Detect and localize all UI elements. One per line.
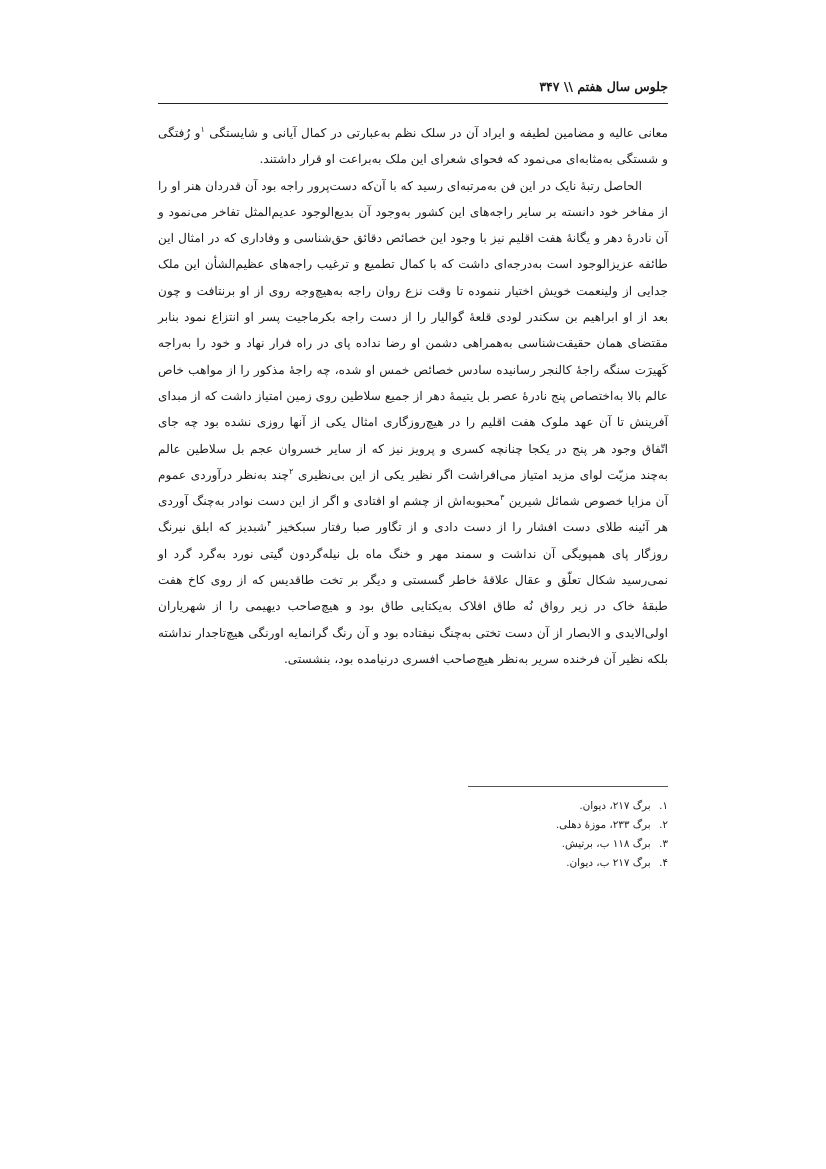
paragraph-2-part-b: چند به‌نظر درآوردی عموم آن مزایا خصوص شمائل شیرین <box>158 467 669 509</box>
footnote-text: برگ ۲۱۷، دیوان. <box>579 800 651 812</box>
running-title: جلوس سال هفتم \\ ۳۴۷ <box>539 79 668 94</box>
paragraph-1-part-b: و رُفتگی و شستگی به‌مثابه‌ای می‌نمود که فحوای شعرای این ملک به‌براعت او قرار داشتند. <box>158 126 668 167</box>
footnote-number: ۴. <box>659 857 668 869</box>
footnote-item <box>408 816 668 835</box>
footnote-number: ۳. <box>659 838 668 850</box>
footnotes-list <box>408 797 668 873</box>
footnote-text: برگ ۱۱۸ ب، برتیش. <box>561 838 651 850</box>
paragraph-2 <box>158 173 668 673</box>
paragraph-2-part-a: الحاصل رتبهٔ نایک در این فن به‌مرتبه‌ای رسید که با آن‌که دست‌پرور راجه بود آن قدردان هنر او را از مفاخر خود دانسته بر سایر راجه‌های این کشور به‌وجود آن بدیع‌الوجود عدیم‌المثل تفاخر می‌نمود و آن نادرهٔ دهر و یگانهٔ هفت اقلیم نیز با وجود این خصائص دقائق حق‌شناسی و وفاداری که در امثال این طائفه عزیزالوجود است به‌درجه‌ای داشت که با کمال تطمیع و ترغیب راجه‌های عظیم‌الشأن این ملک جدایی از ولینعمت خویش اختیار ننموده تا وقت نزع روان راجه به‌هیچ‌وجه روی از او برنتافت و چون بعد از او ابراهیم بن سکندر لودی قلعهٔ گوالیار را از دست راجه بکرماجیت پسر او انتزاع نمود بنابر مقتضای همان حقیقت‌شناسی به‌همراهی دشمن او رضا نداده پای در راه فرار نهاد و خود را به‌راجه کَهیرَت سنگه راجهٔ کالنجر رسانیده سادس خصائص خمس او شده، چه راجهٔ مذکور را از مواهب خاص عالم بالا به‌اختصاص پنج نادرهٔ عصر بل یتیمهٔ دهر از جمیع سلاطین روی زمین امتیاز داشت که از مبدای آفرینش تا آن عهد ملوک هفت اقلیم را در هیچ‌روزگاری امثال یکی از آنها روزی نشده بود چه جای اتّفاق وجود هر پنج در یکجا چنانچه کسری و پرویز نیز که از سایر خسروان عجم بل سلاطین عالم به‌چند مزیّت لوای مزید امتیاز می‌افراشت اگر نظیر یکی از این بی‌نظیری <box>158 178 668 482</box>
footnote-ref-2[interactable]: ۲ <box>289 466 294 476</box>
main-text <box>158 120 668 672</box>
running-header <box>158 77 668 104</box>
paragraph-1 <box>158 120 668 173</box>
footnote-item <box>408 835 668 854</box>
footnote-text: برگ ۲۳۳، موزهٔ دهلی. <box>555 819 651 831</box>
footnote-ref-1[interactable]: ۱ <box>200 124 205 134</box>
footnote-divider <box>468 786 668 787</box>
paragraph-2-part-c: محبوبه‌اش از چشم او افتادی و اگر از این دست نوادر به‌چنگ آوردی هر آئینه طلای دست افشار را از دست دادی و از تگاور صبا رفتار سبکخیز <box>158 494 668 535</box>
footnote-number: ۱. <box>659 800 668 812</box>
footnote-item <box>408 854 668 873</box>
footnote-text: برگ ۲۱۷ ب، دیوان. <box>566 857 651 869</box>
footnote-number: ۲. <box>659 819 668 831</box>
paragraph-2-part-d: شبدیز که ابلق نیرنگ روزگار پای همپویگی آن نداشت و سمند مهر و خنگ ماه بل نیله‌گردون گیتی نورد به‌گرد گرد او نمی‌رسید شکال تعلّق و عقال علاقهٔ خاطر گسستی و دیگر بر تخت طاقدیس که از روی کاخ هفت طبقهٔ خاک در زیر رواق نُه طاق افلاک به‌یکتایی طاق بود و هیچ‌صاحب دیهیمی را از شهریاران اولی‌الایدی و الابصار از آن دست تختی به‌چنگ نیفتاده بود و آن رنگ گرانمایه اورنگی هیچ‌تاجدار نداشته بلکه نظیر آن فرخنده سریر به‌نظر هیچ‌صاحب افسری درنیامده بود، بنشستی. <box>158 520 668 666</box>
footnote-ref-4[interactable]: ۴ <box>267 519 272 529</box>
footnote-ref-3[interactable]: ۳ <box>500 493 505 503</box>
paragraph-1-part-a: معانی عالیه و مضامین لطیفه و ایراد آن در سلک نظم به‌عبارتی در کمال آیانی و شایستگی <box>204 126 668 140</box>
footnote-item <box>408 797 668 816</box>
